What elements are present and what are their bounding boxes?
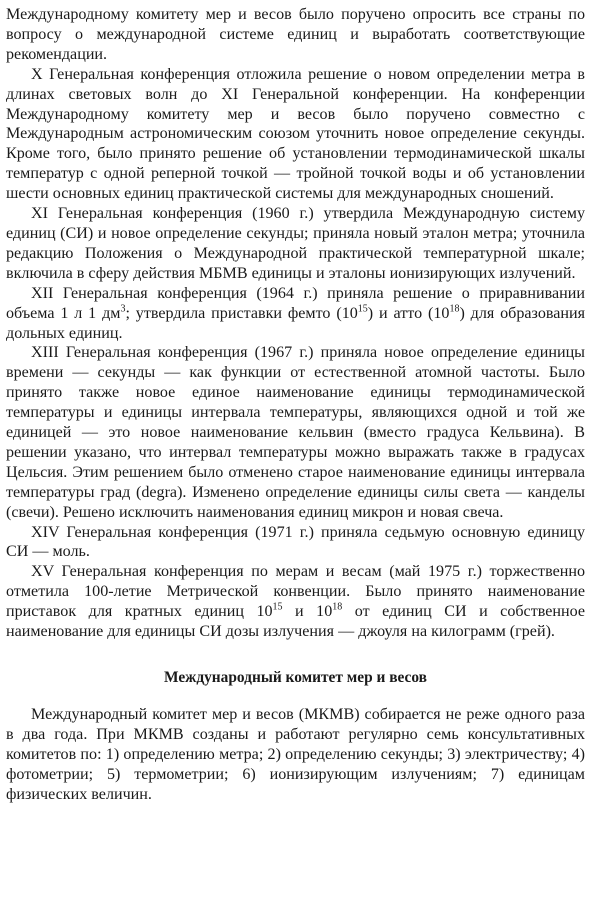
paragraph-p1: [6, 65, 585, 204]
text-run: XIII Генеральная конференция (1967 г.) приняла новое определение единицы времени — секунды — как функции от естественной атомной частоты. Было принято также новое единое наименование единицы термодинамической температуры и единицы интервала температуры, являющихся одной и той же единицей — это новое наименование кельвин (вместо градуса Кельвина). В решении указано, что интервал температуры можно выражать также в градусах Цельсия. Этим решением было отменено старое наименование единицы интервала температуры град (degra). Изменено определение единицы силы света — канделы (свечи). Решено исключить наименования единиц микрон и новая свеча.: [6, 344, 585, 521]
paragraph-p4: [6, 343, 585, 522]
paragraph-p5: [6, 523, 585, 563]
text-run: Международному комитету мер и весов было поручено опросить все страны по вопросу о международной системе единиц и выработать соответствующие рекомендации.: [6, 6, 585, 63]
superscript: 15: [272, 601, 283, 613]
text-run: XV Генеральная конференция по мерам и весам (май 1975 г.) торжественно отметила 100-летие Метрической конвенции. Было принято наименование приставок для кратных единиц 10: [6, 563, 585, 621]
superscript: 3: [120, 303, 126, 315]
paragraph-p0: [6, 5, 585, 65]
section-heading: Международный комитет мер и весов: [164, 669, 427, 686]
paragraph-p6: [6, 562, 585, 642]
conference-paragraphs: [6, 5, 585, 642]
text-run: XI Генеральная конференция (1960 г.) утвердила Международную систему единиц (СИ) и новое определение секунды; приняла новый эталон метра; уточнила редакцию Положения о Международной практической температурной шкале; включила в сферу действия МБМВ единицы и эталоны ионизирующих излучений.: [6, 205, 585, 282]
text-run: и 10: [282, 603, 333, 621]
paragraph-p7: [6, 705, 585, 805]
text-run: Международный комитет мер и весов (МКМВ) собирается не реже одного раза в два года. При МКМВ созданы и работают регулярно семь консультативных комитетов по: 1) определению метра; 2) определению секунды; 3) электричеству; 4) фотометрии; 5) термометрии; 6) ионизирующим излучениям; 7) единицам физических величин.: [6, 706, 585, 803]
superscript: 18: [449, 303, 460, 315]
text-run: от единиц СИ и собственное наименование для единицы СИ дозы излучения — джоуля на килограмм (грей).: [6, 603, 585, 641]
superscript: 18: [332, 601, 343, 613]
text-run: XIV Генеральная конференция (1971 г.) приняла седьмую основную единицу СИ — моль.: [6, 523, 585, 561]
paragraph-p3: [6, 284, 585, 344]
paragraph-p2: [6, 204, 585, 284]
text-run: XII Генеральная конференция (1964 г.) приняла решение о приравнивании объема 1 л 1 дм: [6, 284, 585, 322]
text-run: X Генеральная конференция отложила решение о новом определении метра в длинах световых волн до XI Генеральной конференции. На конференции Международному комитету мер и весов было поручено совместно с Международным астрономическим союзом уточнить новое определение секунды. Кроме того, было принято решение об установлении термодинамической шкалы температур с одной реперной точкой — тройной точкой воды и об установлении шести основных единиц практической системы для международных сношений.: [6, 65, 585, 203]
text-run: ) и атто (10: [367, 304, 450, 322]
committee-paragraphs: [6, 705, 585, 805]
text-run: ) для образования дольных единиц.: [6, 304, 586, 342]
text-run: ; утвердила приставки фемто (10: [125, 304, 358, 322]
superscript: 15: [357, 303, 368, 315]
